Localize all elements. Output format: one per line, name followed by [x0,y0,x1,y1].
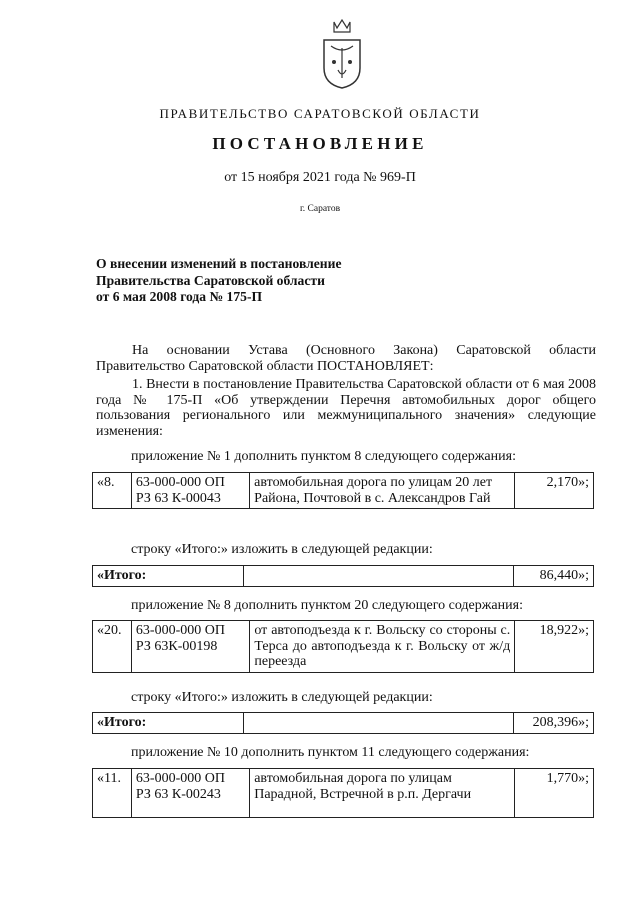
road-name: автомобильная дорога по улицам Парадной, Встречной в р.п. Дергачи [250,769,515,818]
title-line: О внесении изменений в постановление [96,256,342,271]
total-empty-cell [243,566,513,587]
road-name: от автоподъезда к г. Вольску со стороны с. Терса до автоподъезда к г. Вольску от ж/д переезда [250,621,515,673]
row-number: «8. [93,473,132,509]
total-empty-cell [243,713,513,734]
appendix-10-table [92,768,594,818]
itogo-1-table [92,565,594,587]
document-city: г. Саратов [299,204,341,214]
road-length: 1,770»; [515,769,594,818]
preamble-paragraph: На основании Устава (Основного Закона) Саратовской области Правительство Саратовской области ПОСТАНОВЛЯЕТ: [96,343,596,374]
total-label: «Итого: [93,713,244,734]
itogo-2-instruction: строку «Итого:» изложить в следующей редакции: [131,690,433,705]
appendix-8-table [92,620,594,673]
road-code-line: 63-000-000 ОП [135,623,225,638]
table-row [93,473,594,509]
total-value: 86,440»; [514,566,594,587]
itogo-1-instruction: строку «Итого:» изложить в следующей редакции: [131,542,433,557]
title-line: от 6 мая 2008 года № 175-П [96,289,263,304]
road-code-line: РЗ 63К-00198 [135,638,218,654]
appendix-1-instruction: приложение № 1 дополнить пунктом 8 следующего содержания: [131,449,516,464]
appendix-8-instruction: приложение № 8 дополнить пунктом 20 следующего содержания: [131,598,523,613]
table-row [93,621,594,673]
road-name: автомобильная дорога по улицам 20 лет Района, Почтовой в с. Александров Гай [250,473,515,509]
appendix-10-instruction: приложение № 10 дополнить пунктом 11 следующего содержания: [131,745,530,760]
road-code-line: 63-000-000 ОП [135,475,225,490]
coat-of-arms-icon [322,18,362,90]
government-name: ПРАВИТЕЛЬСТВО САРАТОВСКОЙ ОБЛАСТИ [159,106,481,121]
table-row [93,769,594,818]
clause-1-paragraph: 1. Внести в постановление Правительства Саратовской области от 6 мая 2008 года № 175-П «Об утверждении Перечня автомобильных дорог общего пользования регионального или межмуниципального значения» следующие изменения: [96,377,596,439]
road-code-line: 63-000-000 ОП [135,771,225,786]
road-code-line: РЗ 63 К-00043 [135,490,221,506]
road-length: 2,170»; [515,473,594,509]
title-line: Правительства Саратовской области [96,272,325,288]
road-code-line: РЗ 63 К-00243 [135,786,221,802]
road-code [131,621,249,673]
document-title [96,256,341,306]
road-length: 18,922»; [515,621,594,673]
appendix-1-table [92,472,594,509]
row-number: «20. [93,621,132,673]
row-number: «11. [93,769,132,818]
total-label: «Итого: [93,566,244,587]
document-dateline: от 15 ноября 2021 года № 969-П [224,170,416,185]
table-row [93,713,594,734]
road-code [131,769,249,818]
document-type: ПОСТАНОВЛЕНИЕ [212,134,428,153]
itogo-2-table [92,712,594,734]
road-code [131,473,249,509]
table-row [93,566,594,587]
total-value: 208,396»; [514,713,594,734]
